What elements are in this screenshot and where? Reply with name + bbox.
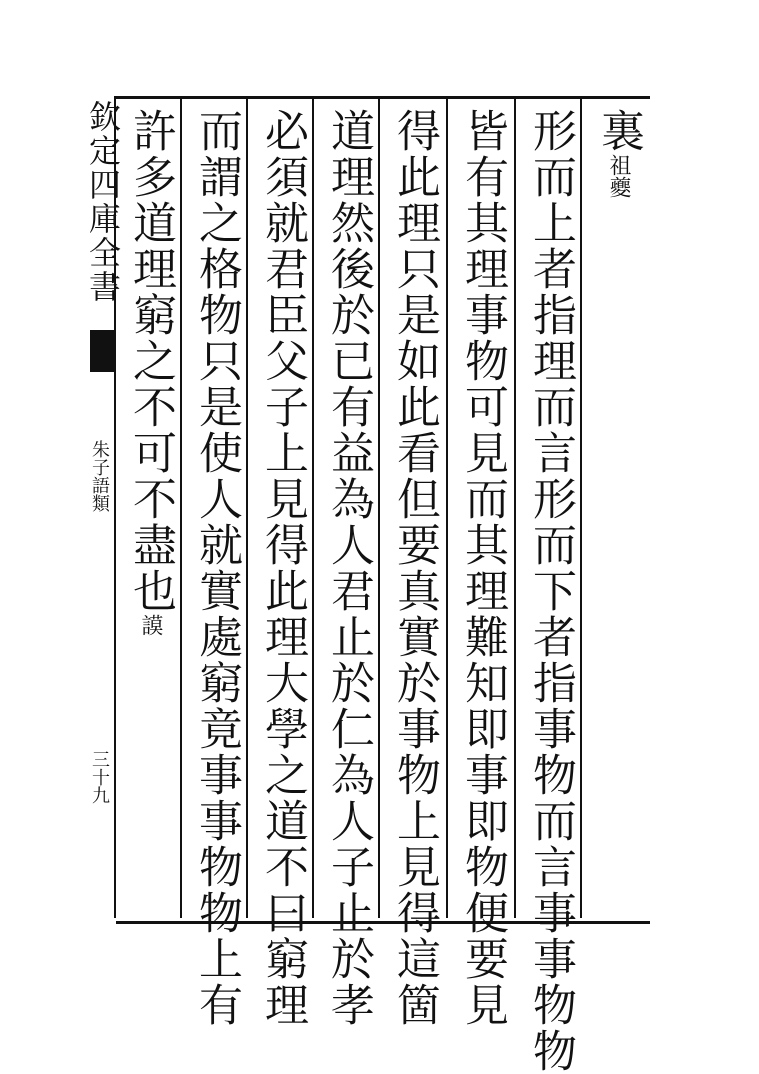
column-rule	[180, 96, 182, 918]
column-main-text: 而謂之格物只是使人就實處窮竟事事物物上有	[191, 108, 242, 1028]
column-rule	[378, 96, 380, 918]
text-column-2	[520, 108, 580, 1074]
text-column-3	[452, 108, 512, 1028]
column-main-text: 道理然後於已有益為人君止於仁為人子止於孝	[323, 108, 374, 1028]
text-column-6	[252, 108, 312, 1028]
column-rule	[246, 96, 248, 918]
text-column-4	[384, 108, 444, 1028]
column-main-text: 必須就君臣父子上見得此理大學之道不曰窮理	[257, 108, 308, 1028]
header-title: 欽定四庫全書	[84, 100, 122, 304]
column-main-text: 裏	[593, 108, 644, 154]
column-main-text: 許多道理窮之不可不盡也	[125, 108, 176, 614]
column-note: 謨	[138, 614, 163, 636]
text-column-7	[186, 108, 246, 1028]
text-column-8	[120, 108, 180, 636]
column-main-text: 形而上者指理而言形而下者指事物而言事事物物	[525, 108, 576, 1074]
column-note: 祖夔	[606, 154, 631, 198]
column-rule	[580, 96, 582, 918]
column-rule	[446, 96, 448, 918]
text-column-1	[588, 108, 648, 198]
fish-tail-mark	[90, 330, 116, 372]
column-main-text: 皆有其理事物可見而其理難知即事即物便要見	[457, 108, 508, 1028]
text-column-5	[318, 108, 378, 1028]
column-rule	[312, 96, 314, 918]
header-page-number: 三十九	[89, 750, 110, 804]
header-book-title: 朱子語類	[89, 440, 110, 512]
column-rule	[514, 96, 516, 918]
column-main-text: 得此理只是如此看但要真實於事物上見得這箇	[389, 108, 440, 1028]
